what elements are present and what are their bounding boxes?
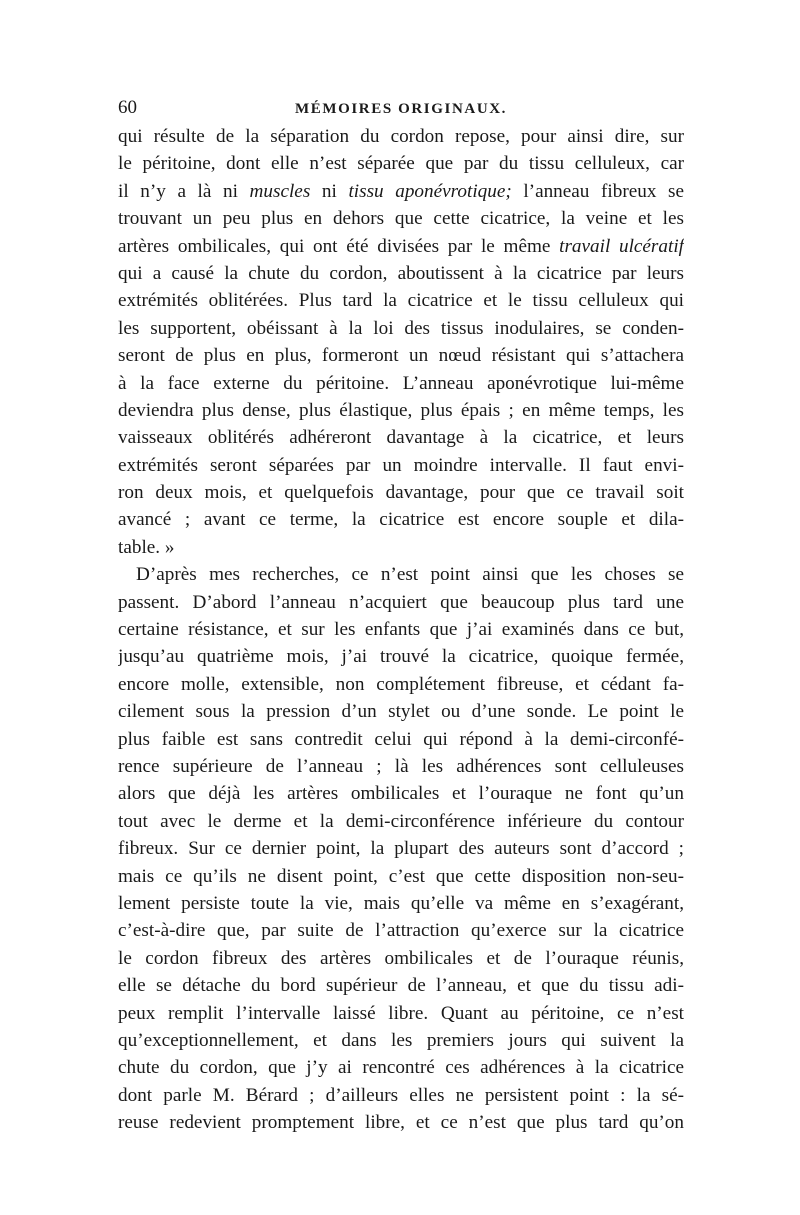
text-line: tout avec le derme et la demi-circonférence inférieure du contour: [118, 810, 684, 832]
text-line: plus faible est sans contredit celui qui répond à la demi-circonfé-: [118, 728, 684, 750]
text-line: table. »: [118, 536, 175, 558]
text-line: seront de plus en plus, formeront un nœud résistant qui s’attachera: [118, 345, 684, 367]
text-line: dont parle M. Bérard ; d’ailleurs elles ne persistent point : la sé-: [118, 1084, 684, 1106]
text-line: avancé ; avant ce terme, la cicatrice est encore souple et dila-: [118, 509, 684, 531]
body-text: [118, 123, 684, 1136]
text-line: alors que déjà les artères ombilicales et l’ouraque ne font qu’un: [118, 783, 684, 805]
running-title: MÉMOIRES ORIGINAUX.: [294, 101, 508, 117]
text-line: c’est-à-dire que, par suite de l’attraction qu’exerce sur la cicatrice: [118, 920, 684, 942]
text-line: chute du cordon, que j’y ai rencontré ces adhérences à la cicatrice: [118, 1057, 684, 1079]
text-line: peux remplit l’intervalle laissé libre. Quant au péritoine, ce n’est: [118, 1002, 684, 1024]
text-line: mais ce qu’ils ne disent point, c’est que cette disposition non-seu-: [118, 865, 684, 887]
text-line: encore molle, extensible, non complétement fibreuse, et cédant fa-: [118, 673, 684, 695]
text-line: lement persiste toute la vie, mais qu’elle va même en s’exagérant,: [118, 892, 684, 914]
text-line: cilement sous la pression d’un stylet ou d’une sonde. Le point le: [118, 701, 684, 723]
text-line: le cordon fibreux des artères ombilicales et de l’ouraque réunis,: [118, 947, 684, 969]
text-line: rence supérieure de l’anneau ; là les adhérences sont celluleuses: [118, 755, 684, 777]
text-line: qui a causé la chute du cordon, aboutissent à la cicatrice par leurs: [118, 262, 684, 284]
text-line: elle se détache du bord supérieur de l’anneau, et que du tissu adi-: [118, 975, 684, 997]
text-line: qui résulte de la séparation du cordon repose, pour ainsi dire, sur: [118, 126, 684, 147]
text-segment: artères ombilicales, qui ont été divisées par le même: [118, 235, 560, 257]
text-line: reuse redevient promptement libre, et ce n’est que plus tard qu’on: [118, 1112, 684, 1134]
text-segment: il n’y a là ni: [118, 180, 250, 202]
text-line: [118, 178, 684, 205]
text-line: certaine résistance, et sur les enfants que j’ai examinés dans ce but,: [118, 619, 684, 641]
text-line: à la face externe du péritoine. L’anneau aponévrotique lui-même: [118, 372, 684, 394]
text-line: fibreux. Sur ce dernier point, la plupart des auteurs sont d’accord ;: [118, 838, 684, 860]
italic-segment: muscles: [249, 180, 311, 202]
text-line: ron deux mois, et quelquefois davantage, pour que ce travail soit: [118, 482, 684, 504]
text-line: vaisseaux oblitérés adhéreront davantage à la cicatrice, et leurs: [118, 427, 684, 449]
text-line: le péritoine, dont elle n’est séparée que par du tissu celluleux, car: [118, 153, 684, 175]
text-line: qu’exceptionnellement, et dans les premiers jours qui suivent la: [118, 1029, 684, 1051]
page-number: 60: [118, 97, 137, 118]
text-line: extrémités oblitérées. Plus tard la cicatrice et le tissu celluleux qui: [118, 290, 684, 312]
text-segment: ni: [310, 180, 349, 202]
italic-segment: tissu aponévrotique;: [348, 180, 512, 202]
text-line: trouvant un peu plus en dehors que cette cicatrice, la veine et les: [118, 208, 684, 230]
text-line: D’après mes recherches, ce n’est point ainsi que les choses se: [136, 564, 684, 586]
text-line: deviendra plus dense, plus élastique, plus épais ; en même temps, les: [118, 399, 684, 421]
text-line: extrémités seront séparées par un moindre intervalle. Il faut envi-: [118, 454, 684, 476]
text-line: passent. D’abord l’anneau n’acquiert que beaucoup plus tard une: [118, 591, 684, 613]
text-line: les supportent, obéissant à la loi des tissus inodulaires, se conden-: [118, 317, 684, 339]
text-line: jusqu’au quatrième mois, j’ai trouvé la cicatrice, quoique fermée,: [118, 646, 684, 668]
page-header: [118, 96, 684, 120]
text-line: [118, 233, 684, 260]
italic-segment: travail ulcératif: [559, 235, 684, 257]
text-segment: l’anneau fibreux se: [511, 180, 684, 202]
